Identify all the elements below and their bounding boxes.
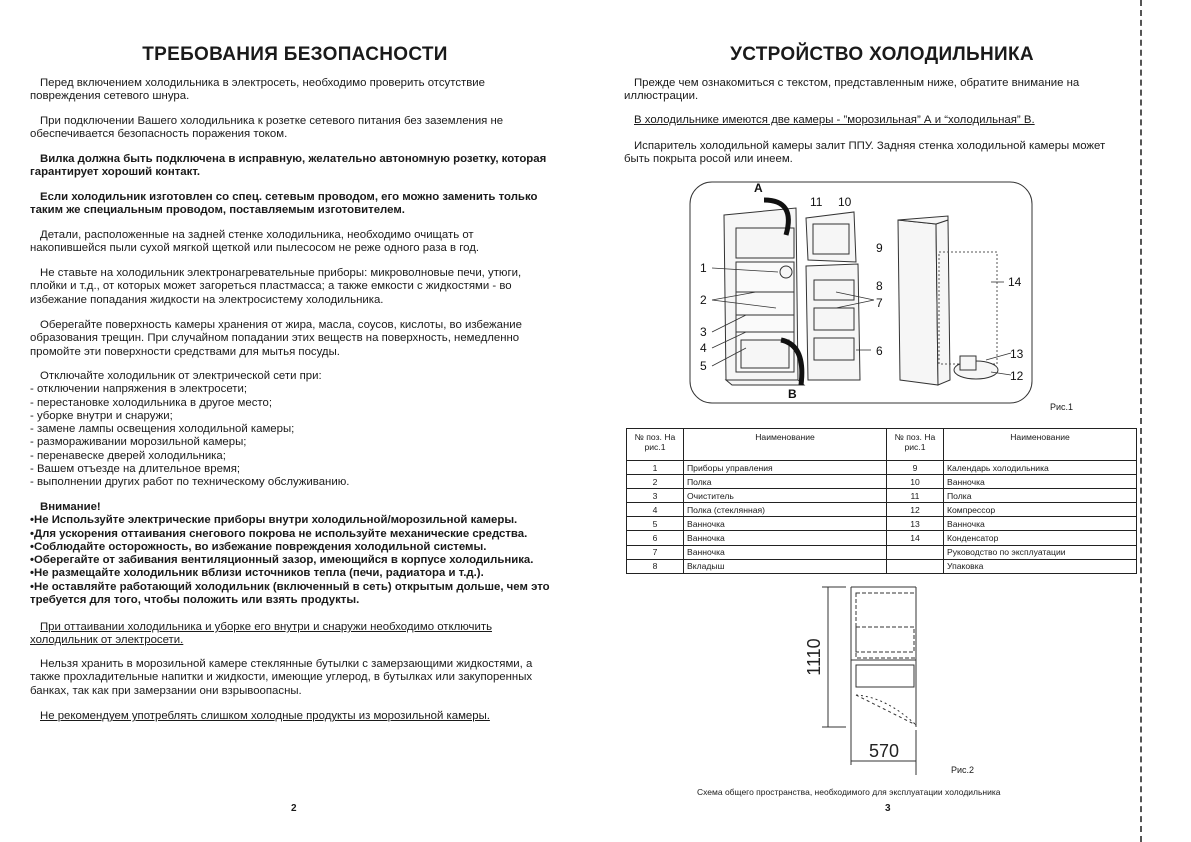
col-header-name: Наименование <box>944 429 1137 461</box>
list-item: - перестановке холодильника в другое место; <box>30 396 272 409</box>
list-item: - размораживании морозильной камеры; <box>30 436 247 449</box>
page-left <box>0 0 590 842</box>
table-cell <box>887 545 944 559</box>
table-row <box>627 517 1137 531</box>
space-diagram <box>796 585 956 780</box>
page-number: 3 <box>885 803 891 814</box>
device-title: УСТРОЙСТВО ХОЛОДИЛЬНИКА <box>730 44 1034 65</box>
table-cell: Руководство по эксплуатации <box>944 545 1137 559</box>
fig1-label: 2 <box>700 293 707 307</box>
table-cell: 2 <box>627 475 684 489</box>
para-grounding: При подключении Вашего холодильника к розетке сетевого питания без заземления не обеспечивается безопасность поражения током. <box>30 115 504 141</box>
fridge-front-illustration <box>724 208 860 385</box>
col-header-pos: № поз. На рис.1 <box>627 429 684 461</box>
table-cell: Полка <box>944 489 1137 503</box>
para-no-heaters: Не ставьте на холодильник электронагревательные приборы: микроволновые печи, утюги, плойки и т.д., от которых может загореться пластмасса; а также емкости с жидкостями - во избежание попадания жидкости на электросистему холодильника. <box>30 267 522 306</box>
disconnect-list <box>30 370 550 490</box>
para-glass-bottles: Нельзя хранить в морозильной камере стеклянные бутылки с замерзающими жидкостями, а также прохладительные напитки и жидкости, имеющие углерод, в бутылках или закупоренных банках, так как при замерзании они взрывоопасны. <box>30 658 533 697</box>
para-plug: Вилка должна быть подключена в исправную, желательно автономную розетку, которая гарантирует хороший контакт. <box>30 153 547 179</box>
table-cell: Ванночка <box>944 475 1137 489</box>
table-cell: 11 <box>887 489 944 503</box>
table-cell: 10 <box>887 475 944 489</box>
col-header-pos: № поз. На рис.1 <box>887 429 944 461</box>
list-item: - Вашем отъезде на длительное время; <box>30 463 241 476</box>
table-cell: 4 <box>627 503 684 517</box>
table-cell: Очиститель <box>684 489 887 503</box>
fig1-label: 7 <box>876 296 883 310</box>
table-cell: Компрессор <box>944 503 1137 517</box>
table-cell: 5 <box>627 517 684 531</box>
fig1-label: 1 <box>700 261 707 275</box>
table-cell: 12 <box>887 503 944 517</box>
list-item: - уборке внутри и снаружи; <box>30 409 173 422</box>
table-cell: 7 <box>627 545 684 559</box>
para-intro: Прежде чем ознакомиться с текстом, представленным ниже, обратите внимание на иллюстрации. <box>624 77 1080 103</box>
table-row <box>627 489 1137 503</box>
fig1-label: 14 <box>1008 275 1022 289</box>
table-cell: 13 <box>887 517 944 531</box>
table-row <box>627 461 1137 475</box>
table-row <box>627 503 1137 517</box>
list-item: - замене лампы освещения холодильной камеры; <box>30 423 295 436</box>
para-surface-care: Оберегайте поверхность камеры хранения от жира, масла, соусов, кислоты, во избежание образования трещин. При случайном попадании этих веществ на поверхность, немедленно промойте эти поверхности средствами для мытья посуды. <box>30 319 522 358</box>
table-row <box>627 531 1137 545</box>
chambers-text: В холодильнике имеются две камеры - ”морозильная” А и “холодильная” В. <box>634 114 1035 126</box>
para-cold-products: Не рекомендуем употреблять слишком холодные продукты из морозильной камеры. <box>40 710 490 722</box>
list-item: •Не размещайте холодильник вблизи источников тепла (печи, радиатора и т.д.). <box>30 567 484 580</box>
table-cell: Ванночка <box>684 545 887 559</box>
para-cleaning: Детали, расположенные на задней стенке холодильника, необходимо очищать от накопившейся пыли сухой мягкой щеткой или пылесосом не реже одного раза в год. <box>30 229 480 255</box>
fig1-label: 4 <box>700 341 707 355</box>
table-cell: Полка (стеклянная) <box>684 503 887 517</box>
page-number: 2 <box>291 803 297 814</box>
table-cell: Ванночка <box>944 517 1137 531</box>
table-cell: 14 <box>887 531 944 545</box>
list-item: - выполнении других работ по техническому обслуживанию. <box>30 476 350 489</box>
fig1-caption: Рис.1 <box>1050 402 1074 412</box>
fig1-label: 3 <box>700 325 707 339</box>
fig1-label: 11 <box>810 195 823 209</box>
cut-line <box>1140 0 1142 842</box>
table-row <box>627 545 1137 559</box>
safety-title: ТРЕБОВАНИЯ БЕЗОПАСНОСТИ <box>142 44 448 65</box>
fig1-label-B: B <box>788 387 797 401</box>
table-cell: Упаковка <box>944 559 1137 573</box>
fig2-caption: Рис.2 <box>951 765 975 775</box>
table-cell: Приборы управления <box>684 461 887 475</box>
fig1-label: 5 <box>700 359 707 373</box>
fig2-width-label: 570 <box>868 741 900 761</box>
table-header-row <box>627 429 1137 461</box>
table-cell: Ванночка <box>684 531 887 545</box>
table-cell: Полка <box>684 475 887 489</box>
table-cell: 6 <box>627 531 684 545</box>
parts-table <box>626 428 1137 574</box>
fig2-height-label: 1110 <box>804 638 824 676</box>
table-cell: Календарь холодильника <box>944 461 1137 475</box>
disconnect-intro: Отключайте холодильник от электрической сети при: <box>40 370 322 382</box>
col-header-name: Наименование <box>684 429 887 461</box>
para-chambers <box>634 114 1134 127</box>
table-cell: Ванночка <box>684 517 887 531</box>
page-right <box>596 0 1141 842</box>
fig1-label: 8 <box>876 279 883 293</box>
list-item: •Соблюдайте осторожность, во избежание повреждения холодильной системы. <box>30 540 487 553</box>
list-item: •Не оставляйте работающий холодильник (включенный в сеть) открытым дольше, чем это требуется для того, чтобы положить или взять продукты. <box>30 580 550 607</box>
fig1-label: 13 <box>1010 347 1024 361</box>
list-item: •Не Используйте электрические приборы внутри холодильной/морозильной камеры. <box>30 514 518 527</box>
table-row <box>627 475 1137 489</box>
attention-block <box>30 501 560 607</box>
table-cell: 9 <box>887 461 944 475</box>
table-row <box>627 559 1137 573</box>
para-defrost-unplug: При оттаивании холодильника и уборке его внутри и снаружи необходимо отключить холодильник от электросети. <box>30 621 492 647</box>
list-item: - перенавеске дверей холодильника; <box>30 449 226 462</box>
fridge-diagram <box>686 180 1036 405</box>
table-cell: 8 <box>627 559 684 573</box>
fig1-label: 12 <box>1010 369 1024 383</box>
table-cell: 3 <box>627 489 684 503</box>
fig1-label: 10 <box>838 195 852 209</box>
fig1-label: 9 <box>876 241 883 255</box>
fig1-label-A: A <box>754 181 763 195</box>
para-special-cord: Если холодильник изготовлен со спец. сетевым проводом, его можно заменить только таким же специальным проводом, поставляемым изготовителем. <box>30 191 538 217</box>
attention-title: Внимание! <box>40 501 101 513</box>
fig1-label: 6 <box>876 344 883 358</box>
fig2-note: Схема общего пространства, необходимого для эксплуатации холодильника <box>697 787 1001 797</box>
table-cell: Вкладыш <box>684 559 887 573</box>
para-cord-check: Перед включением холодильника в электросеть, необходимо проверить отсутствие повреждения сетевого шнура. <box>30 77 486 103</box>
fridge-back-illustration <box>898 216 998 385</box>
list-item: •Для ускорения оттаивания снегового покрова не используйте механические средства. <box>30 527 528 540</box>
list-item: •Оберегайте от забивания вентиляционный зазор, имеющийся в корпусе холодильника. <box>30 554 534 567</box>
table-cell: Конденсатор <box>944 531 1137 545</box>
table-cell <box>887 559 944 573</box>
table-cell: 1 <box>627 461 684 475</box>
para-evaporator: Испаритель холодильной камеры залит ППУ. Задняя стенка холодильной камеры может быть покрыта росой или инеем. <box>624 140 1106 166</box>
list-item: - отключении напряжения в электросети; <box>30 383 248 396</box>
